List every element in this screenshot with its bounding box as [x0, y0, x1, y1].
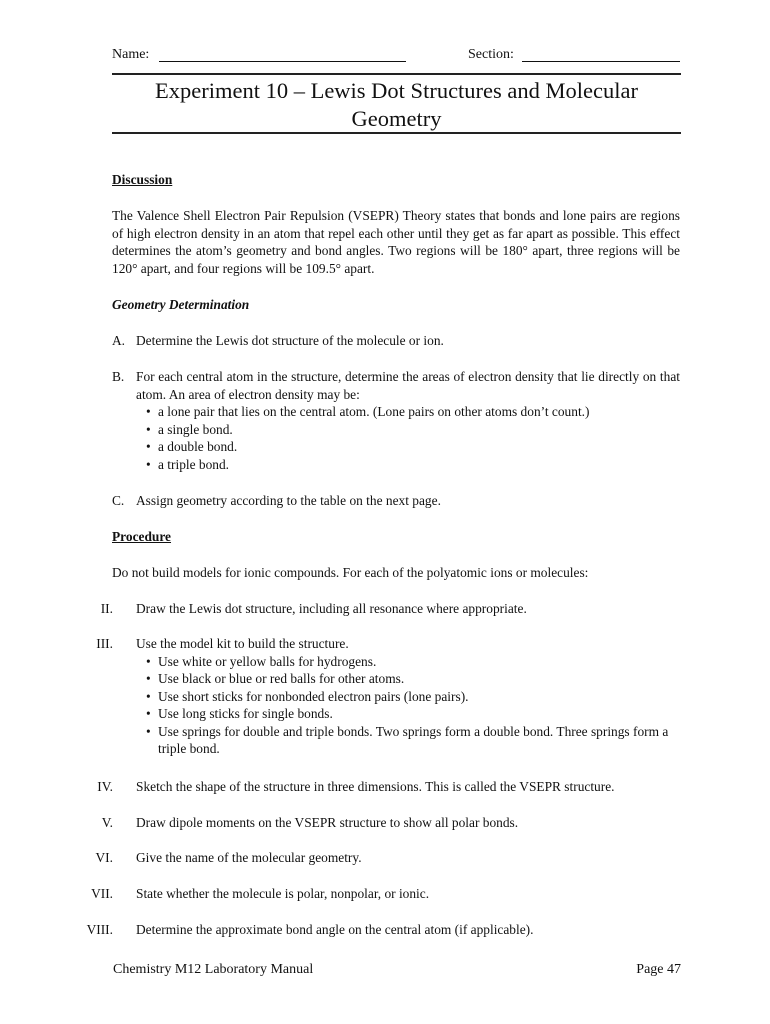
procedure-intro: Do not build models for ionic compounds. For each of the polyatomic ions or molecules: — [112, 565, 589, 580]
page-title: Experiment 10 – Lewis Dot Structures and Molecular Geometry — [154, 78, 638, 131]
list-item: • a single bond. — [136, 421, 680, 439]
step-text: Draw the Lewis dot structure, including all resonance where appropriate. — [136, 601, 527, 616]
name-blank-line[interactable] — [159, 61, 406, 62]
section-blank-line[interactable] — [522, 61, 680, 62]
section-label: Section: — [468, 47, 514, 62]
list-item: • Use springs for double and triple bonds. Two springs form a double bond. Three springs form a triple bond. — [136, 723, 681, 758]
step-number: VI. — [95, 850, 113, 865]
step-body — [136, 635, 681, 758]
title-bottom-rule — [112, 132, 681, 134]
item-body — [136, 368, 680, 473]
item-text: For each central atom in the structure, determine the areas of electron density that lie directly on that atom. An area of electron density may be: — [136, 369, 680, 402]
step-number: III. — [96, 636, 113, 651]
list-item: • a double bond. — [136, 438, 680, 456]
step-text: Use the model kit to build the structure. — [136, 636, 349, 651]
title-top-rule — [112, 73, 681, 75]
item-text: Determine the Lewis dot structure of the molecule or ion. — [136, 333, 444, 348]
list-item: • Use white or yellow balls for hydrogens. — [136, 653, 681, 671]
name-label: Name: — [112, 47, 150, 62]
footer-page-number: Page 47 — [636, 962, 681, 977]
footer-manual-title: Chemistry M12 Laboratory Manual — [113, 962, 314, 977]
discussion-paragraph: The Valence Shell Electron Pair Repulsion (VSEPR) Theory states that bonds and lone pairs are regions of high electron density in an atom that repel each other until they get as far apart as possible. This effect determines the atom’s geometry and bond angles. Two regions will be 180° apart, three regions will be 120° apart, and four regions will be 109.5° apart. — [112, 208, 680, 276]
step-text: Sketch the shape of the structure in three dimensions. This is called the VSEPR structure. — [136, 779, 615, 794]
step-text: Draw dipole moments on the VSEPR structure to show all polar bonds. — [136, 815, 519, 830]
step-text: State whether the molecule is polar, nonpolar, or ionic. — [136, 886, 430, 901]
procedure-heading: Procedure — [112, 529, 172, 544]
item-letter: A. — [112, 333, 126, 348]
step-number: II. — [100, 601, 113, 616]
step-number: IV. — [97, 779, 113, 794]
list-item: • a triple bond. — [136, 456, 680, 474]
list-item: • Use long sticks for single bonds. — [136, 705, 681, 723]
list-item: • a lone pair that lies on the central atom. (Lone pairs on other atoms don’t count.) — [136, 403, 680, 421]
list-item: • Use short sticks for nonbonded electron pairs (lone pairs). — [136, 688, 681, 706]
item-letter: B. — [112, 369, 125, 384]
geometry-heading: Geometry Determination — [112, 297, 250, 312]
name-section-header — [112, 46, 680, 66]
item-letter: C. — [112, 493, 125, 508]
step-number: VIII. — [86, 922, 113, 937]
model-kit-bullet-list — [136, 653, 681, 758]
step-text: Determine the approximate bond angle on the central atom (if applicable). — [136, 922, 534, 937]
step-number: V. — [101, 815, 113, 830]
step-number: VII. — [91, 886, 113, 901]
list-item: • Use black or blue or red balls for other atoms. — [136, 670, 681, 688]
item-text: Assign geometry according to the table on the next page. — [136, 493, 441, 508]
density-bullet-list — [136, 403, 680, 473]
discussion-heading: Discussion — [112, 172, 173, 187]
step-text: Give the name of the molecular geometry. — [136, 850, 362, 865]
